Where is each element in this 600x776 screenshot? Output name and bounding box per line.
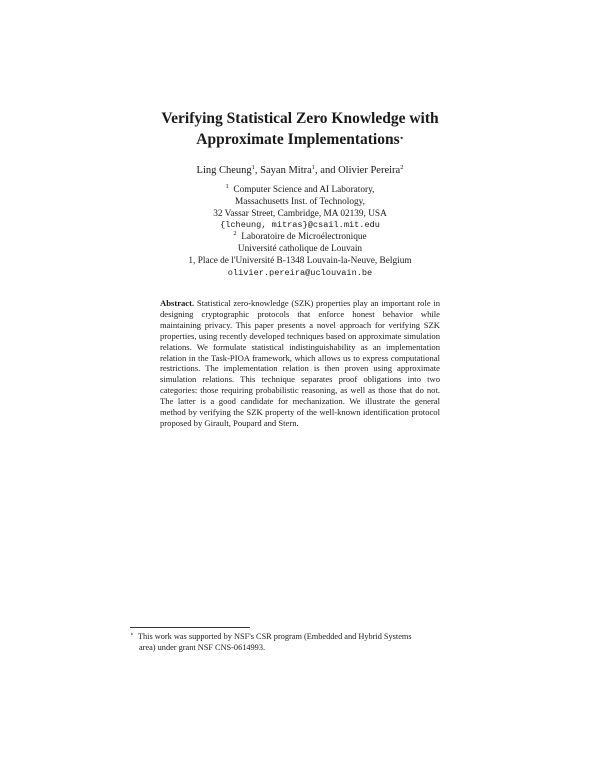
affiliation-1-email: {lcheung, mitras}@csail.mit.edu [220,220,380,231]
author-list [0,164,600,178]
footnote-mark: ⋆ [130,632,134,638]
footnote-divider [130,627,250,628]
paper-title [0,108,600,150]
title-footnote-mark: ⋆ [399,135,404,142]
affiliation-2-line-1 [0,232,600,244]
abstract-label: Abstract. [160,298,195,308]
footnote-text: This work was supported by NSF's CSR program (Embedded and Hybrid Systems [137,632,412,641]
footnote [130,632,472,653]
author-name: Olivier Pereira [338,165,401,176]
affiliation-text: Computer Science and AI Laboratory, [233,185,375,195]
affiliation-2-email: olivier.pereira@uclouvain.be [227,267,373,278]
author-affil-mark: 2 [400,164,404,171]
author-separator: , [254,165,261,176]
affiliation-mark: 2 [233,230,237,238]
abstract [160,298,440,429]
affiliation-2-line-2: Université catholique de Louvain [237,243,363,254]
title-line-2 [0,129,600,150]
affiliation-1-line-1 [0,185,600,197]
abstract-text: Statistical zero-knowledge (SZK) properties play an important role in designing cryptographic protocols that enforce honest behavior while maintaining privacy. This paper presents a novel approach for verifying SZK properties, using recently developed techniques based on approximate simulation relations. We formulate statistical indistinguishability as an implementation relation in the Task-PIOA framework, which allows us to express computational restrictions. The implementation relation is then proven using approximate simulation relations. This technique separates proof obligations into two categories: those requiring probabilistic reasoning, as well as those that do not. The latter is a good candidate for mechanization. We illustrate the general method by verifying the SZK property of the well-known identification protocol proposed by Girault, Poupard and Stern. [160,298,441,428]
affiliation-1-line-3: 32 Vassar Street, Cambridge, MA 02139, USA [213,208,387,219]
footnote-line-2: area) under grant NSF CNS-0614993. [139,642,266,652]
author-name: Sayan Mitra [260,165,312,176]
author-separator: , and [315,165,339,176]
author-affil-mark: 1 [311,164,316,171]
affiliation-2-line-3: 1, Place de l'Université B-1348 Louvain-la-Neuve, Belgium [188,255,412,266]
affiliation-1-line-2: Massachusetts Inst. of Technology, [234,196,365,207]
author-name: Ling Cheung [196,165,252,176]
footnote-line-1 [130,632,472,643]
affiliations [0,185,600,279]
affiliation-text: Laboratoire de Microélectronique [241,232,367,243]
author-affil-mark: 1 [251,164,255,171]
affiliation-mark: 1 [225,183,229,190]
title-line-1: Verifying Statistical Zero Knowledge with [161,110,439,127]
title-line-2-text: Approximate Implementations [196,131,400,148]
